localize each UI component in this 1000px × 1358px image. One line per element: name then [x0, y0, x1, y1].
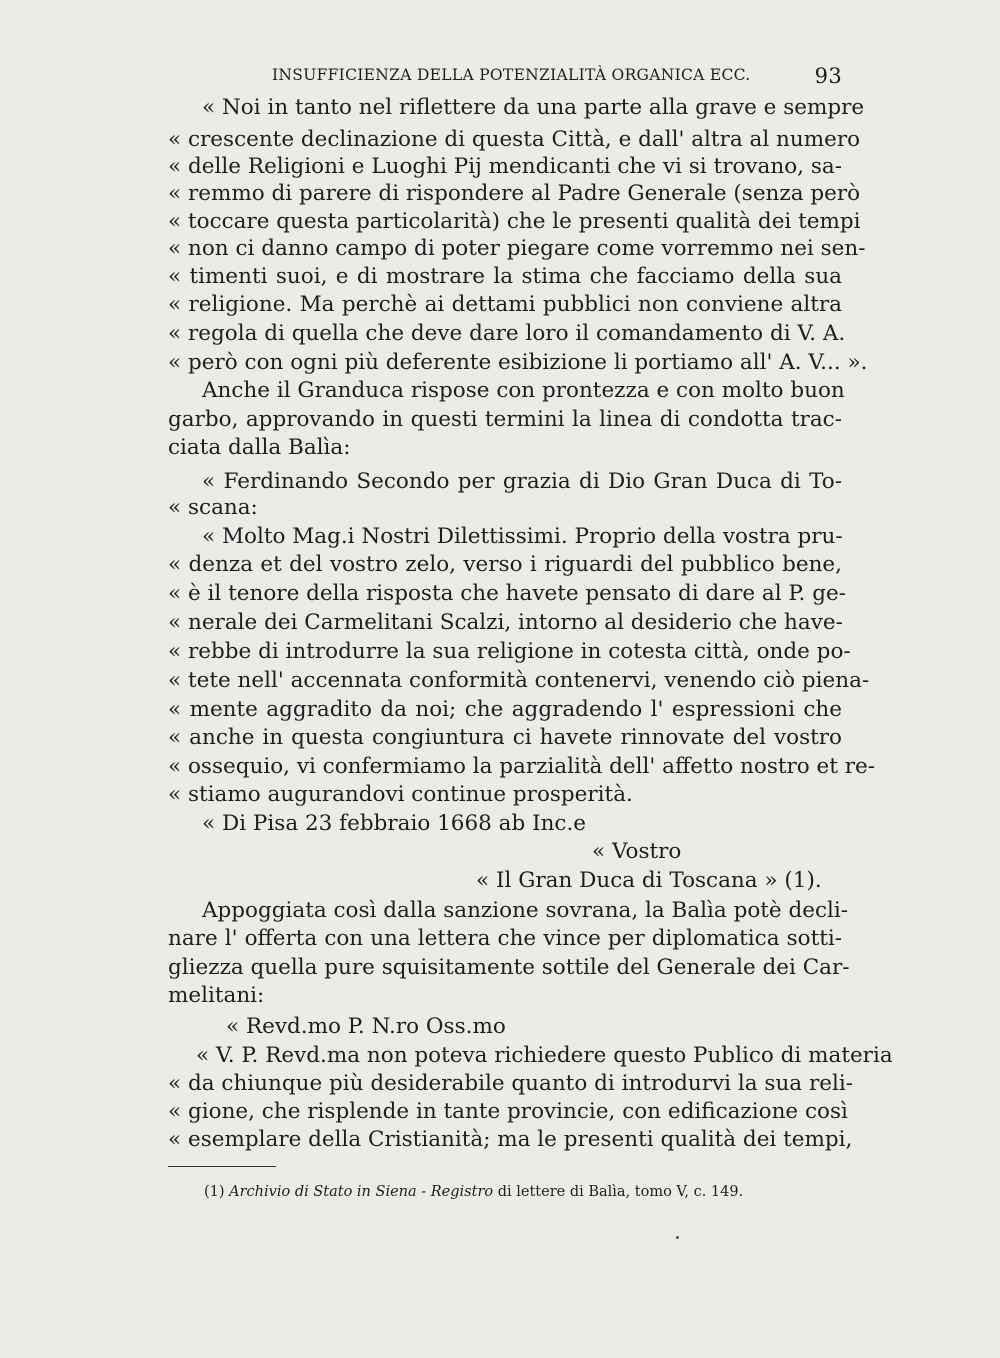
text-line: « timenti suoi, e di mostrare la stima che facciamo della sua [168, 264, 842, 289]
footnote-source: Archivio di Stato in Siena - Registro [229, 1184, 494, 1200]
text-line: « non ci danno campo di poter piegare come vorremmo nei sen- [168, 236, 866, 261]
text-line: « gione, che risplende in tante provincie, con edificazione così [168, 1099, 848, 1124]
text-line: « stiamo augurandovi continue prosperità. [168, 782, 633, 807]
text-line: « Revd.mo P. N.ro Oss.mo [226, 1014, 506, 1039]
text-line: « nerale dei Carmelitani Scalzi, intorno al desiderio che have- [168, 610, 843, 635]
text-line: « tete nell' accennata conformità contenervi, venendo ciò piena- [168, 668, 870, 693]
text-line: « delle Religioni e Luoghi Pij mendicanti che vi si trovano, sa- [168, 154, 842, 179]
text-line: « rebbe di introdurre la sua religione in cotesta città, onde po- [168, 639, 851, 664]
text-line: « però con ogni più deferente esibizione li portiamo all' A. V... ». [168, 350, 868, 375]
text-line: nare l' offerta con una lettera che vince per diplomatica sotti- [168, 926, 842, 951]
text-line: « Noi in tanto nel riflettere da una parte alla grave e sempre [202, 95, 865, 120]
running-title: INSUFFICIENZA DELLA POTENZIALITÀ ORGANICA ECC. [272, 66, 751, 84]
text-line: « toccare questa particolarità) che le presenti qualità dei tempi [168, 209, 861, 234]
text-line: « denza et del vostro zelo, verso i riguardi del pubblico bene, [168, 552, 842, 577]
text-line: « V. P. Revd.ma non poteva richiedere questo Publico di materia [196, 1043, 893, 1068]
text-line: « Il Gran Duca di Toscana » (1). [476, 868, 822, 893]
text-line: « scana: [168, 495, 258, 520]
text-line: « anche in questa congiuntura ci havete rinnovate del vostro [168, 725, 842, 750]
text-line: « esemplare della Cristianità; ma le presenti qualità dei tempi, [168, 1127, 853, 1152]
text-line: melitani: [168, 983, 265, 1008]
text-line: ciata dalla Balìa: [168, 435, 351, 460]
text-line: « crescente declinazione di questa Città, e dall' altra al numero [168, 127, 861, 152]
footnote-marker: (1) [204, 1184, 225, 1200]
text-line: « regola di quella che deve dare loro il comandamento di V. A. [168, 321, 846, 346]
text-line: « ossequio, vi confermiamo la parzialità dell' affetto nostro et re- [168, 754, 876, 779]
footnote-text: di lettere di Balìa, tomo V, c. 149. [497, 1184, 744, 1200]
text-line: « Di Pisa 23 febbraio 1668 ab Inc.e [202, 811, 587, 836]
text-line: gliezza quella pure squisitamente sottile del Generale dei Car- [168, 955, 850, 980]
text-line: « Molto Mag.i Nostri Dilettissimi. Proprio della vostra pru- [202, 524, 843, 549]
text-line: « da chiunque più desiderabile quanto di introdurvi la sua reli- [168, 1071, 853, 1096]
text-line: « è il tenore della risposta che havete pensato di dare al P. ge- [168, 581, 846, 606]
text-line: « Vostro [592, 839, 682, 864]
footnote [204, 1182, 824, 1202]
running-header [168, 64, 842, 90]
page-number: 93 [814, 64, 842, 88]
text-line: Appoggiata così dalla sanzione sovrana, la Balìa potè decli- [202, 898, 849, 923]
text-line: « Ferdinando Secondo per grazia di Dio Gran Duca di To- [202, 469, 842, 494]
text-line: garbo, approvando in questi termini la linea di condotta trac- [168, 407, 842, 432]
footnote-divider [168, 1166, 276, 1167]
text-line: « religione. Ma perchè ai dettami pubblici non conviene altra [168, 292, 842, 317]
text-line: Anche il Granduca rispose con prontezza e con molto buon [202, 378, 845, 403]
text-line: « remmo di parere di rispondere al Padre Generale (senza però [168, 181, 861, 206]
text-line: « mente aggradito da noi; che aggradendo l' espressioni che [168, 697, 842, 722]
paper-speck [676, 1236, 679, 1239]
